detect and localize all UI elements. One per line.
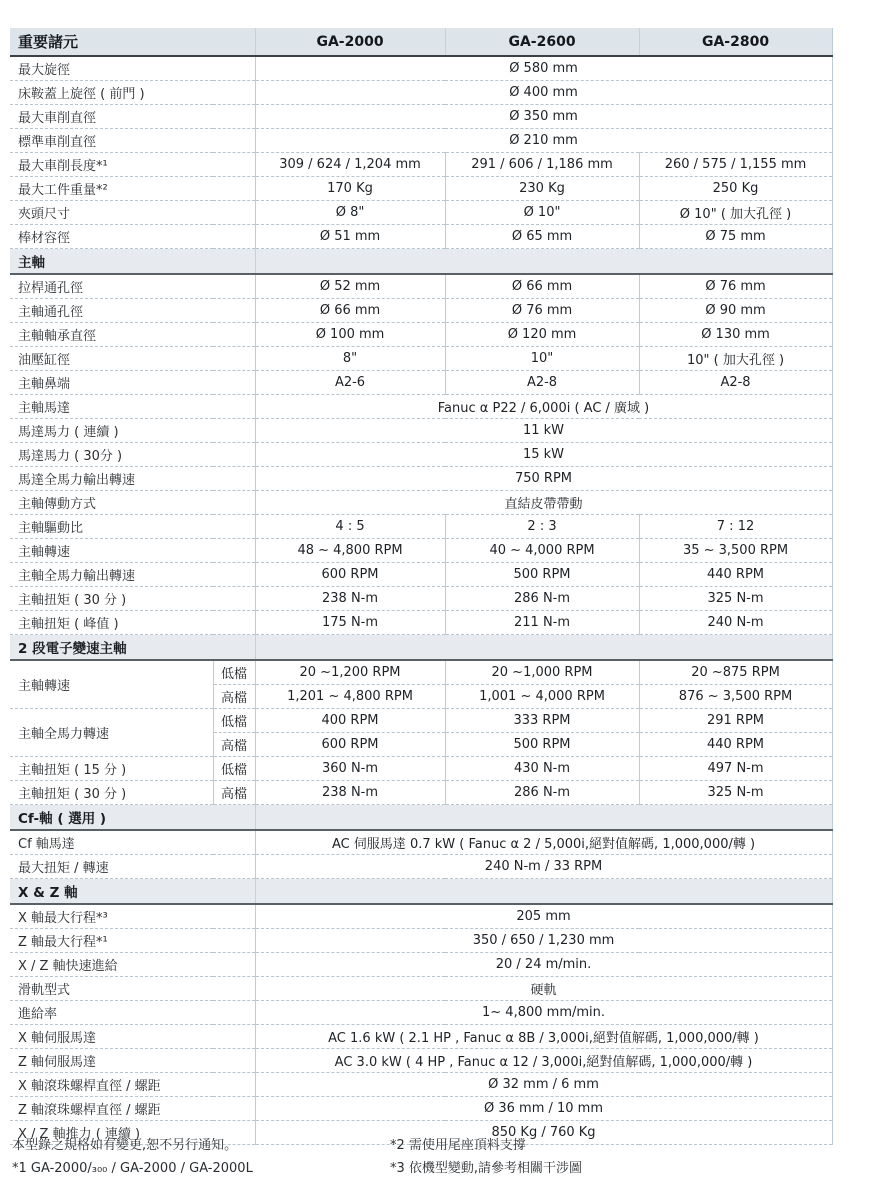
cell-value: 430 N-m (445, 757, 639, 781)
cell-value: AC 伺服馬達 0.7 kW ( Fanuc α 2 / 5,000i,絕對值解碼, 1,000,000/轉 ) (255, 830, 832, 855)
row-label: X 軸最大行程*³ (10, 904, 255, 929)
cell-value: 497 N-m (639, 757, 832, 781)
cell-value: Ø 32 mm / 6 mm (255, 1073, 832, 1097)
cell-value: 291 / 606 / 1,186 mm (445, 153, 639, 177)
cell-value: Ø 66 mm (445, 274, 639, 299)
row-label: 馬達馬力 ( 連續 ) (10, 419, 255, 443)
gear-sub-label: 高檔 (213, 733, 255, 757)
row-label: 主軸轉速 (10, 539, 255, 563)
section-header-label: 2 段電子變速主軸 (10, 635, 255, 661)
gear-sub-label: 高檔 (213, 781, 255, 805)
cell-value: 48 ~ 4,800 RPM (255, 539, 445, 563)
row-label: Z 軸伺服馬達 (10, 1049, 255, 1073)
cell-value: 205 mm (255, 904, 832, 929)
row-label: Z 軸滾珠螺桿直徑 / 螺距 (10, 1097, 255, 1121)
cell-value: 20 / 24 m/min. (255, 953, 832, 977)
row-label: 最大車削長度*¹ (10, 153, 255, 177)
row-label: 床鞍蓋上旋徑 ( 前門 ) (10, 81, 255, 105)
cell-value: 260 / 575 / 1,155 mm (639, 153, 832, 177)
table-header-title: 重要諸元 (10, 28, 255, 56)
cell-value: 10" (445, 347, 639, 371)
footnotes (12, 1134, 858, 1180)
cell-value: Ø 130 mm (639, 323, 832, 347)
spec-row (10, 830, 832, 855)
cell-value: 240 N-m / 33 RPM (255, 855, 832, 879)
spec-row (10, 611, 832, 635)
cell-value: 750 RPM (255, 467, 832, 491)
gear-sub-label: 低檔 (213, 709, 255, 733)
row-label: X 軸伺服馬達 (10, 1025, 255, 1049)
cell-value: 175 N-m (255, 611, 445, 635)
footnotes-left (12, 1134, 390, 1180)
spec-row (10, 660, 832, 685)
cell-value: 600 RPM (255, 563, 445, 587)
footnotes-right (390, 1134, 858, 1180)
spec-row (10, 105, 832, 129)
cell-value: Ø 10" ( 加大孔徑 ) (639, 201, 832, 225)
cell-value: Ø 350 mm (255, 105, 832, 129)
footnote-1: *1 GA-2000/₃₀₀ / GA-2000 / GA-2000L (12, 1161, 253, 1176)
spec-table (10, 28, 833, 1145)
spec-row (10, 515, 832, 539)
spec-row (10, 225, 832, 249)
cell-value: 230 Kg (445, 177, 639, 201)
spec-row (10, 371, 832, 395)
row-label: 最大工件重量*² (10, 177, 255, 201)
spec-row (10, 201, 832, 225)
column-header-ga-2000: GA-2000 (255, 28, 445, 56)
cell-value: 250 Kg (639, 177, 832, 201)
section-header-label: X & Z 軸 (10, 879, 255, 905)
section-header-label: Cf-軸 ( 選用 ) (10, 805, 255, 831)
row-label: 主軸轉速 (10, 660, 213, 709)
cell-value: Fanuc α P22 / 6,000i ( AC / 廣域 ) (255, 395, 832, 419)
row-label: 棒材容徑 (10, 225, 255, 249)
cell-value: 291 RPM (639, 709, 832, 733)
cell-value: 360 N-m (255, 757, 445, 781)
cell-value: 600 RPM (255, 733, 445, 757)
spec-row (10, 1073, 832, 1097)
cell-value: 240 N-m (639, 611, 832, 635)
row-label: 滑軌型式 (10, 977, 255, 1001)
cell-value: Ø 76 mm (445, 299, 639, 323)
spec-row (10, 539, 832, 563)
spec-row (10, 129, 832, 153)
section-row (10, 805, 832, 831)
cell-value: 2 : 3 (445, 515, 639, 539)
row-label: 主軸鼻端 (10, 371, 255, 395)
spec-row (10, 709, 832, 733)
cell-value: 333 RPM (445, 709, 639, 733)
row-label: X 軸滾珠螺桿直徑 / 螺距 (10, 1073, 255, 1097)
spec-row (10, 1025, 832, 1049)
spec-row (10, 323, 832, 347)
cell-value: 20 ~875 RPM (639, 660, 832, 685)
cell-value: 1,201 ~ 4,800 RPM (255, 685, 445, 709)
spec-row (10, 855, 832, 879)
spec-row (10, 443, 832, 467)
cell-value: 850 Kg / 760 Kg (255, 1121, 832, 1145)
cell-value: 876 ~ 3,500 RPM (639, 685, 832, 709)
section-row (10, 879, 832, 905)
spec-row (10, 81, 832, 105)
row-label: 標準車削直徑 (10, 129, 255, 153)
cell-value: Ø 10" (445, 201, 639, 225)
cell-value: Ø 100 mm (255, 323, 445, 347)
gear-sub-label: 低檔 (213, 660, 255, 685)
cell-value: 170 Kg (255, 177, 445, 201)
footnote-disclaimer: 本型錄之規格如有變更,恕不另行通知。 (12, 1138, 238, 1153)
cell-value: Ø 8" (255, 201, 445, 225)
cell-value: Ø 90 mm (639, 299, 832, 323)
cell-value: A2-8 (639, 371, 832, 395)
cell-value: AC 3.0 kW ( 4 HP , Fanuc α 12 / 3,000i,絕對值解碼, 1,000,000/轉 ) (255, 1049, 832, 1073)
spec-row (10, 929, 832, 953)
row-label: 拉桿通孔徑 (10, 274, 255, 299)
cell-value: 350 / 650 / 1,230 mm (255, 929, 832, 953)
gear-sub-label: 高檔 (213, 685, 255, 709)
spec-row (10, 1049, 832, 1073)
cell-value: 286 N-m (445, 587, 639, 611)
spec-row (10, 467, 832, 491)
row-label: Cf 軸馬達 (10, 830, 255, 855)
spec-row (10, 904, 832, 929)
spec-row (10, 563, 832, 587)
row-label: 主軸軸承直徑 (10, 323, 255, 347)
cell-value: 10" ( 加大孔徑 ) (639, 347, 832, 371)
cell-value: 211 N-m (445, 611, 639, 635)
column-header-ga-2800: GA-2800 (639, 28, 832, 56)
cell-value: A2-8 (445, 371, 639, 395)
row-label: 馬達全馬力輸出轉速 (10, 467, 255, 491)
cell-value: 7 : 12 (639, 515, 832, 539)
cell-value: 325 N-m (639, 781, 832, 805)
cell-value: 440 RPM (639, 563, 832, 587)
cell-value: Ø 400 mm (255, 81, 832, 105)
row-label: 夾頭尺寸 (10, 201, 255, 225)
cell-value: 500 RPM (445, 733, 639, 757)
row-label: 主軸驅動比 (10, 515, 255, 539)
cell-value: 286 N-m (445, 781, 639, 805)
row-label: 最大扭矩 / 轉速 (10, 855, 255, 879)
cell-value: Ø 210 mm (255, 129, 832, 153)
row-label: 主軸通孔徑 (10, 299, 255, 323)
spec-row (10, 395, 832, 419)
cell-value: 20 ~1,200 RPM (255, 660, 445, 685)
column-header-ga-2600: GA-2600 (445, 28, 639, 56)
cell-value: 40 ~ 4,000 RPM (445, 539, 639, 563)
row-label: Z 軸最大行程*¹ (10, 929, 255, 953)
row-label: 主軸扭矩 ( 峰值 ) (10, 611, 255, 635)
cell-value: 500 RPM (445, 563, 639, 587)
cell-value: Ø 120 mm (445, 323, 639, 347)
cell-value: Ø 76 mm (639, 274, 832, 299)
cell-value: Ø 66 mm (255, 299, 445, 323)
footnote-3: *3 依機型變動,請參考相關干涉圖 (390, 1161, 583, 1176)
cell-value: Ø 51 mm (255, 225, 445, 249)
spec-row (10, 781, 832, 805)
section-header-fill (255, 635, 832, 661)
cell-value: 35 ~ 3,500 RPM (639, 539, 832, 563)
row-label: 主軸扭矩 ( 15 分 ) (10, 757, 213, 781)
section-header-fill (255, 879, 832, 905)
row-label: 主軸扭矩 ( 30 分 ) (10, 781, 213, 805)
spec-row (10, 274, 832, 299)
spec-table-body (10, 28, 832, 1145)
cell-value: 325 N-m (639, 587, 832, 611)
section-row (10, 249, 832, 275)
gear-sub-label: 低檔 (213, 757, 255, 781)
cell-value: 8" (255, 347, 445, 371)
spec-row (10, 419, 832, 443)
spec-row (10, 177, 832, 201)
row-label: 進給率 (10, 1001, 255, 1025)
cell-value: Ø 36 mm / 10 mm (255, 1097, 832, 1121)
cell-value: 440 RPM (639, 733, 832, 757)
cell-value: 238 N-m (255, 587, 445, 611)
cell-value: 238 N-m (255, 781, 445, 805)
cell-value: 1,001 ~ 4,000 RPM (445, 685, 639, 709)
cell-value: 1~ 4,800 mm/min. (255, 1001, 832, 1025)
row-label: 馬達馬力 ( 30分 ) (10, 443, 255, 467)
row-label: X / Z 軸推力 ( 連續 ) (10, 1121, 255, 1145)
cell-value: 11 kW (255, 419, 832, 443)
cell-value: A2-6 (255, 371, 445, 395)
cell-value: 309 / 624 / 1,204 mm (255, 153, 445, 177)
spec-row (10, 757, 832, 781)
spec-row (10, 1001, 832, 1025)
section-header-fill (255, 805, 832, 831)
spec-row (10, 977, 832, 1001)
spec-row (10, 587, 832, 611)
cell-value: 15 kW (255, 443, 832, 467)
spec-row (10, 953, 832, 977)
cell-value: Ø 65 mm (445, 225, 639, 249)
row-label: 最大旋徑 (10, 56, 255, 81)
cell-value: 硬軌 (255, 977, 832, 1001)
cell-value: Ø 75 mm (639, 225, 832, 249)
section-row (10, 635, 832, 661)
spec-row (10, 491, 832, 515)
table-header-row (10, 28, 832, 56)
spec-row (10, 347, 832, 371)
row-label: X / Z 軸快速進給 (10, 953, 255, 977)
row-label: 主軸扭矩 ( 30 分 ) (10, 587, 255, 611)
row-label: 最大車削直徑 (10, 105, 255, 129)
row-label: 主軸馬達 (10, 395, 255, 419)
cell-value: 20 ~1,000 RPM (445, 660, 639, 685)
row-label: 油壓缸徑 (10, 347, 255, 371)
cell-value: AC 1.6 kW ( 2.1 HP , Fanuc α 8B / 3,000i,絕對值解碼, 1,000,000/轉 ) (255, 1025, 832, 1049)
spec-row (10, 153, 832, 177)
spec-row (10, 299, 832, 323)
spec-row (10, 1097, 832, 1121)
cell-value: 直結皮帶帶動 (255, 491, 832, 515)
row-label: 主軸全馬力輸出轉速 (10, 563, 255, 587)
cell-value: Ø 580 mm (255, 56, 832, 81)
footnote-2: *2 需使用尾座頂料支撐 (390, 1138, 526, 1153)
cell-value: 4 : 5 (255, 515, 445, 539)
section-header-label: 主軸 (10, 249, 255, 275)
section-header-fill (255, 249, 832, 275)
cell-value: Ø 52 mm (255, 274, 445, 299)
row-label: 主軸傳動方式 (10, 491, 255, 515)
row-label: 主軸全馬力轉速 (10, 709, 213, 757)
cell-value: 400 RPM (255, 709, 445, 733)
spec-row (10, 56, 832, 81)
